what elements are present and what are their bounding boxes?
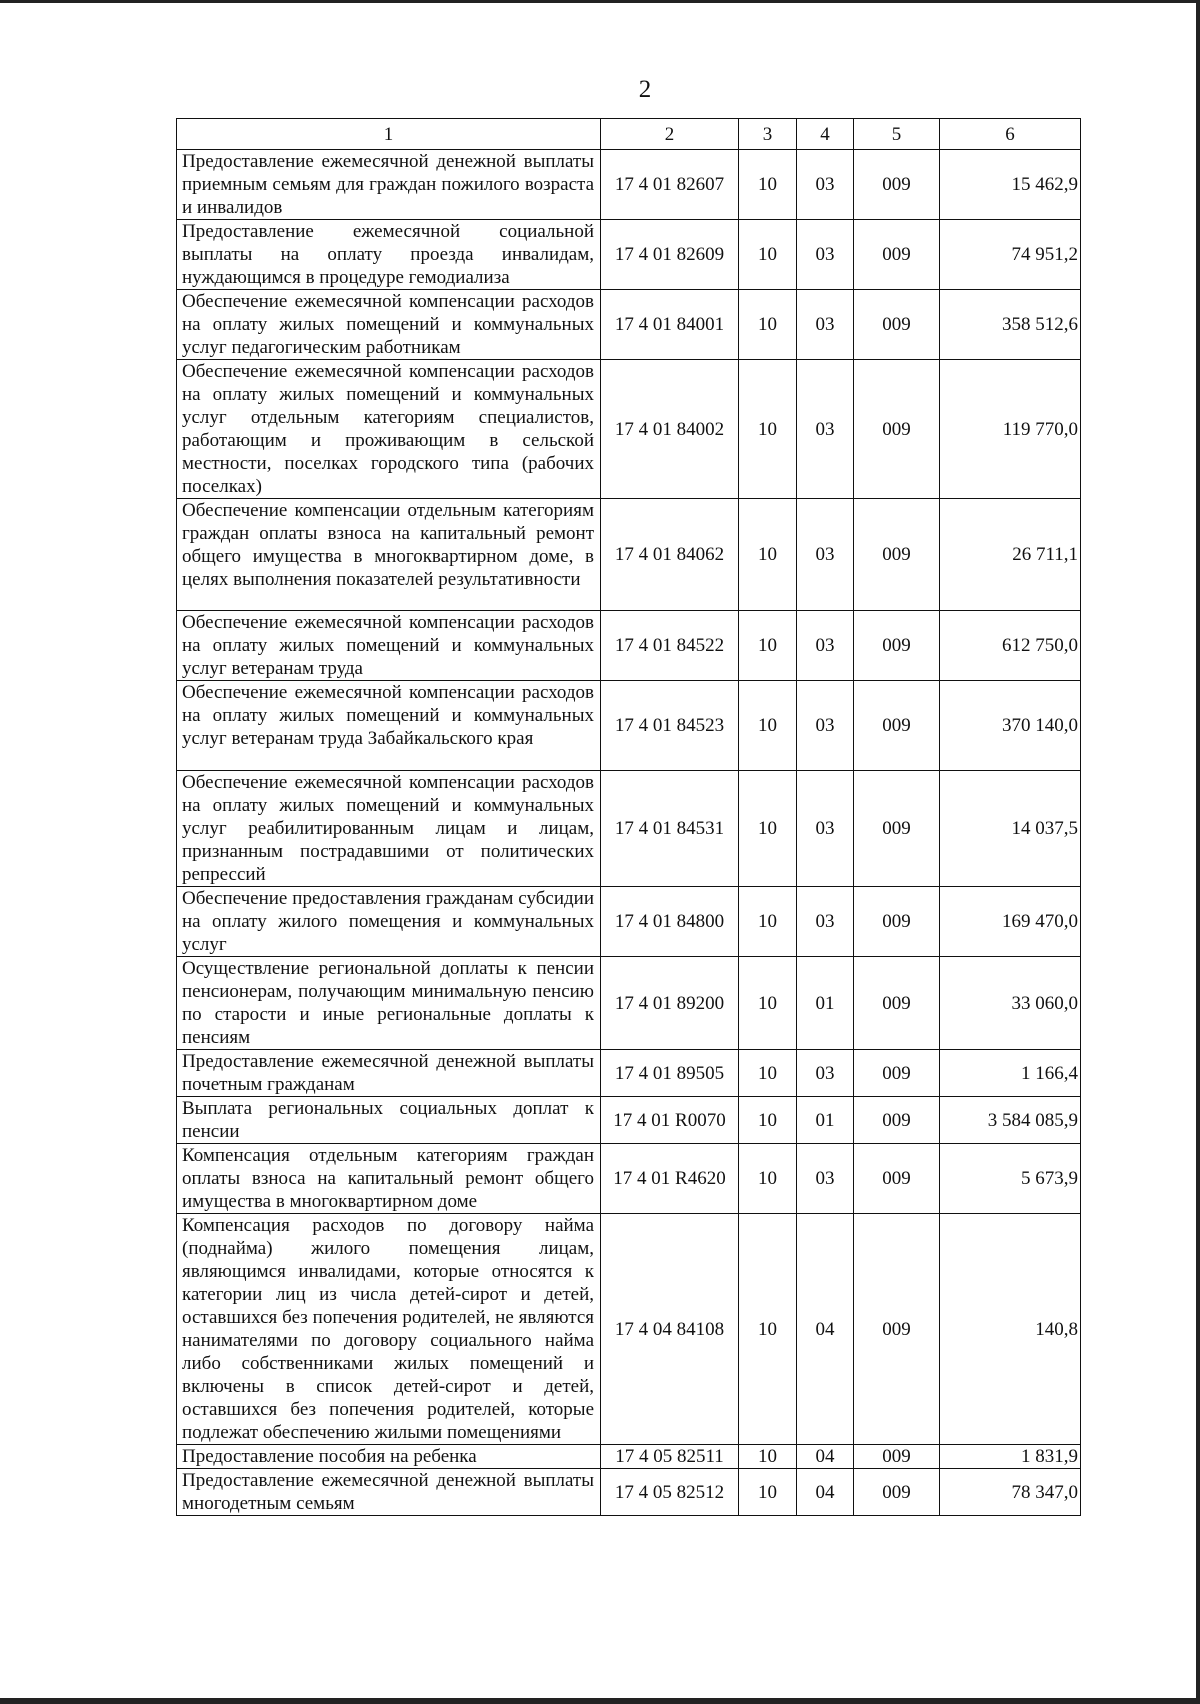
row-description: Предоставление ежемесячной денежной выплаты многодетным семьям: [177, 1469, 601, 1516]
row-col5: 009: [854, 1445, 940, 1469]
row-code: 17 4 01 84001: [601, 290, 739, 360]
row-code: 17 4 05 82511: [601, 1445, 739, 1469]
row-description: Предоставление ежемесячной денежной выплаты почетным гражданам: [177, 1050, 601, 1097]
row-col3: 10: [739, 1214, 797, 1445]
row-col4: 01: [797, 957, 854, 1050]
row-code: 17 4 01 R4620: [601, 1144, 739, 1214]
table-row: [177, 150, 1081, 220]
row-code: 17 4 04 84108: [601, 1214, 739, 1445]
row-description: Обеспечение ежемесячной компенсации расходов на оплату жилых помещений и коммунальных услуг реабилитированным лицам и лицам, признанным пострадавшими от политических репрессий: [177, 771, 601, 887]
row-amount: 3 584 085,9: [940, 1097, 1081, 1144]
row-col4: 03: [797, 611, 854, 681]
row-col3: 10: [739, 290, 797, 360]
row-code: 17 4 05 82512: [601, 1469, 739, 1516]
header-col-3: 3: [739, 119, 797, 150]
row-amount: 78 347,0: [940, 1469, 1081, 1516]
row-col5: 009: [854, 220, 940, 290]
row-col3: 10: [739, 499, 797, 611]
row-code: 17 4 01 84002: [601, 360, 739, 499]
row-description: Обеспечение предоставления гражданам субсидии на оплату жилого помещения и коммунальных услуг: [177, 887, 601, 957]
row-col3: 10: [739, 150, 797, 220]
row-col5: 009: [854, 1144, 940, 1214]
row-col3: 10: [739, 1050, 797, 1097]
row-amount: 14 037,5: [940, 771, 1081, 887]
row-col4: 03: [797, 681, 854, 771]
row-col4: 03: [797, 499, 854, 611]
row-amount: 169 470,0: [940, 887, 1081, 957]
row-col4: 03: [797, 887, 854, 957]
row-col4: 04: [797, 1469, 854, 1516]
table-row: [177, 1214, 1081, 1445]
row-col4: 03: [797, 150, 854, 220]
page-number: 2: [638, 76, 652, 103]
row-col3: 10: [739, 887, 797, 957]
row-code: 17 4 01 84800: [601, 887, 739, 957]
row-description: Обеспечение ежемесячной компенсации расходов на оплату жилых помещений и коммунальных услуг ветеранам труда Забайкальского края: [177, 681, 601, 771]
row-amount: 26 711,1: [940, 499, 1081, 611]
row-amount: 15 462,9: [940, 150, 1081, 220]
row-amount: 358 512,6: [940, 290, 1081, 360]
row-col3: 10: [739, 771, 797, 887]
table-row: [177, 499, 1081, 611]
table-row: [177, 290, 1081, 360]
table-row: [177, 1050, 1081, 1097]
row-col5: 009: [854, 681, 940, 771]
header-col-6: 6: [940, 119, 1081, 150]
row-col5: 009: [854, 290, 940, 360]
row-code: 17 4 01 89200: [601, 957, 739, 1050]
row-description: Обеспечение ежемесячной компенсации расходов на оплату жилых помещений и коммунальных услуг педагогическим работникам: [177, 290, 601, 360]
row-col5: 009: [854, 611, 940, 681]
row-amount: 74 951,2: [940, 220, 1081, 290]
table-header-row: [177, 119, 1081, 150]
table-row: [177, 1097, 1081, 1144]
row-code: 17 4 01 84531: [601, 771, 739, 887]
row-code: 17 4 01 84062: [601, 499, 739, 611]
table-row: [177, 887, 1081, 957]
table-row: [177, 957, 1081, 1050]
row-description: Предоставление пособия на ребенка: [177, 1445, 601, 1469]
budget-table: [176, 118, 1081, 1516]
row-col5: 009: [854, 887, 940, 957]
row-code: 17 4 01 R0070: [601, 1097, 739, 1144]
table-row: [177, 220, 1081, 290]
row-description: Обеспечение компенсации отдельным категориям граждан оплаты взноса на капитальный ремонт общего имущества в многоквартирном доме, в целях выполнения показателей результативности: [177, 499, 601, 611]
row-code: 17 4 01 89505: [601, 1050, 739, 1097]
row-amount: 5 673,9: [940, 1144, 1081, 1214]
table-row: [177, 611, 1081, 681]
row-col5: 009: [854, 360, 940, 499]
row-code: 17 4 01 82609: [601, 220, 739, 290]
table-row: [177, 1144, 1081, 1214]
row-amount: 370 140,0: [940, 681, 1081, 771]
table-row: [177, 681, 1081, 771]
row-col4: 01: [797, 1097, 854, 1144]
row-description: Предоставление ежемесячной денежной выплаты приемным семьям для граждан пожилого возраста и инвалидов: [177, 150, 601, 220]
row-col3: 10: [739, 611, 797, 681]
row-description: Обеспечение ежемесячной компенсации расходов на оплату жилых помещений и коммунальных услуг ветеранам труда: [177, 611, 601, 681]
row-code: 17 4 01 82607: [601, 150, 739, 220]
row-amount: 1 166,4: [940, 1050, 1081, 1097]
row-col3: 10: [739, 360, 797, 499]
row-col4: 03: [797, 290, 854, 360]
row-code: 17 4 01 84523: [601, 681, 739, 771]
row-col5: 009: [854, 957, 940, 1050]
row-col5: 009: [854, 1469, 940, 1516]
row-amount: 1 831,9: [940, 1445, 1081, 1469]
row-code: 17 4 01 84522: [601, 611, 739, 681]
row-col5: 009: [854, 1214, 940, 1445]
row-col4: 04: [797, 1445, 854, 1469]
row-col5: 009: [854, 150, 940, 220]
row-col3: 10: [739, 1469, 797, 1516]
row-col3: 10: [739, 220, 797, 290]
row-amount: 612 750,0: [940, 611, 1081, 681]
row-description: Предоставление ежемесячной социальной выплаты на оплату проезда инвалидам, нуждающимся в процедуре гемодиализа: [177, 220, 601, 290]
table-body: [177, 150, 1081, 1516]
row-col4: 03: [797, 771, 854, 887]
row-amount: 140,8: [940, 1214, 1081, 1445]
header-col-4: 4: [797, 119, 854, 150]
table-row: [177, 1445, 1081, 1469]
row-col4: 04: [797, 1214, 854, 1445]
row-amount: 33 060,0: [940, 957, 1081, 1050]
row-col5: 009: [854, 1097, 940, 1144]
row-col3: 10: [739, 681, 797, 771]
row-description: Обеспечение ежемесячной компенсации расходов на оплату жилых помещений и коммунальных услуг отдельным категориям специалистов, работающим и проживающим в сельской местности, поселках городского типа (рабочих поселках): [177, 360, 601, 499]
row-amount: 119 770,0: [940, 360, 1081, 499]
row-col3: 10: [739, 957, 797, 1050]
header-col-5: 5: [854, 119, 940, 150]
row-description: Выплата региональных социальных доплат к пенсии: [177, 1097, 601, 1144]
row-col4: 03: [797, 1050, 854, 1097]
page-border-right: [1196, 0, 1200, 1704]
row-col4: 03: [797, 360, 854, 499]
row-col4: 03: [797, 220, 854, 290]
row-description: Компенсация отдельным категориям граждан оплаты взноса на капитальный ремонт общего имущества в многоквартирном доме: [177, 1144, 601, 1214]
row-col5: 009: [854, 771, 940, 887]
table-row: [177, 360, 1081, 499]
table-row: [177, 771, 1081, 887]
row-col5: 009: [854, 1050, 940, 1097]
row-col3: 10: [739, 1097, 797, 1144]
row-col4: 03: [797, 1144, 854, 1214]
row-col5: 009: [854, 499, 940, 611]
page-border-top: [0, 0, 1200, 3]
header-col-2: 2: [601, 119, 739, 150]
header-col-1: 1: [177, 119, 601, 150]
row-col3: 10: [739, 1445, 797, 1469]
page-border-bottom: [0, 1698, 1200, 1704]
row-description: Осуществление региональной доплаты к пенсии пенсионерам, получающим минимальную пенсию по старости и иные региональные доплаты к пенсиям: [177, 957, 601, 1050]
table-row: [177, 1469, 1081, 1516]
row-col3: 10: [739, 1144, 797, 1214]
row-description: Компенсация расходов по договору найма (поднайма) жилого помещения лицам, являющимся инвалидами, которые относятся к категории лиц из числа детей-сирот и детей, оставшихся без попечения родителей, не являются нанимателями по договору социального найма либо собственниками жилых помещений и включены в список детей-сирот и детей, оставшихся без попечения родителей, которые подлежат обеспечению жилыми помещениями: [177, 1214, 601, 1445]
